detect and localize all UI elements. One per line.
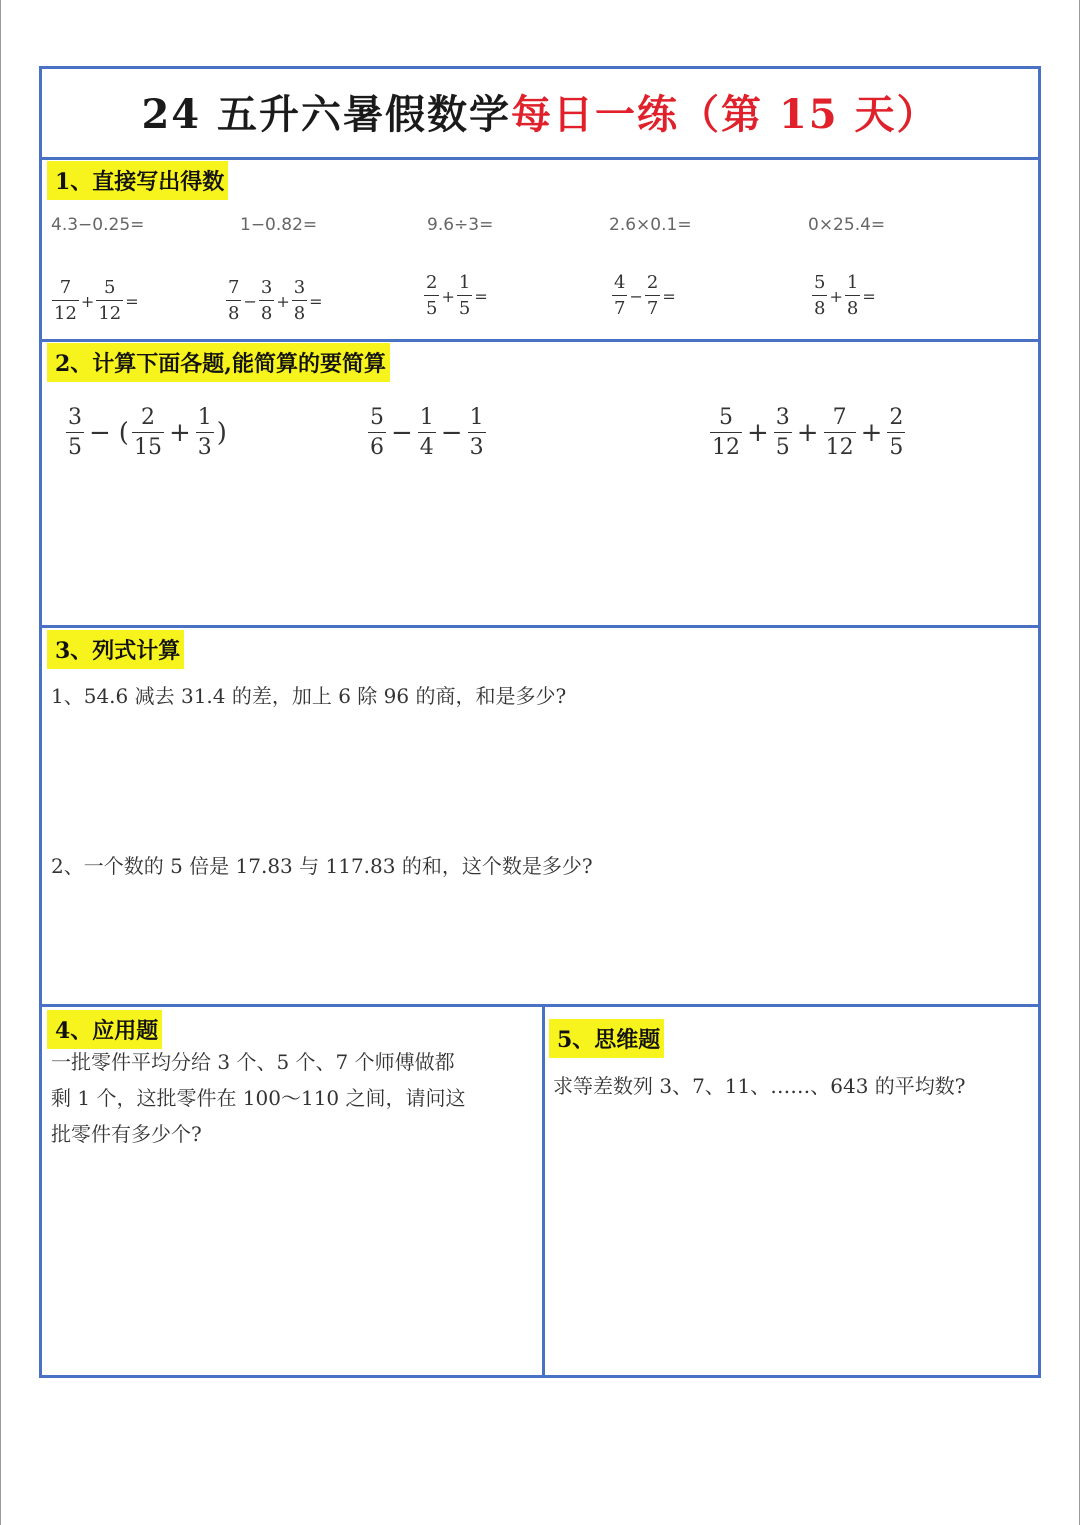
numerator: 5 bbox=[370, 405, 384, 430]
numerator: 1 bbox=[469, 405, 484, 430]
problem-line: 剩 1 个，这批零件在 100～110 之间，请问这 bbox=[51, 1086, 466, 1110]
section4-label: 4、应用题 bbox=[47, 1010, 162, 1049]
fraction bbox=[132, 407, 164, 459]
fraction-problem bbox=[226, 279, 325, 323]
denominator: 7 bbox=[645, 295, 660, 318]
operator: + bbox=[796, 418, 819, 448]
numerator: 2 bbox=[646, 272, 659, 293]
numerator: 5 bbox=[104, 277, 116, 298]
denominator: 8 bbox=[259, 300, 274, 323]
fraction bbox=[824, 407, 856, 459]
oral-problem: 4.3−0.25= bbox=[51, 215, 145, 235]
left-paren: ( bbox=[118, 418, 129, 448]
oral-problem: 1−0.82= bbox=[240, 215, 318, 235]
divider-section1 bbox=[42, 339, 1038, 342]
problem-line: 批零件有多少个? bbox=[51, 1122, 202, 1146]
fraction bbox=[612, 274, 627, 318]
denominator: 12 bbox=[824, 432, 856, 459]
numerator: 3 bbox=[68, 405, 82, 430]
thinking-problem: 求等差数列 3、7、11、……、643 的平均数? bbox=[553, 1074, 966, 1098]
numerator: 1 bbox=[458, 272, 471, 293]
operator: + bbox=[441, 286, 455, 306]
numerator: 5 bbox=[719, 405, 733, 430]
fraction bbox=[424, 274, 439, 318]
numerator: 2 bbox=[426, 272, 438, 293]
denominator: 6 bbox=[368, 432, 386, 459]
denominator: 5 bbox=[66, 432, 84, 459]
fraction-problem bbox=[424, 274, 490, 318]
section1-label: 1、直接写出得数 bbox=[47, 161, 228, 200]
fraction bbox=[774, 407, 792, 459]
worksheet-frame bbox=[39, 66, 1041, 1378]
denominator: 8 bbox=[845, 295, 860, 318]
fraction-problem bbox=[52, 279, 141, 323]
fraction bbox=[710, 407, 742, 459]
oral-problem: 9.6÷3= bbox=[427, 215, 494, 235]
problem-line: 一批零件平均分给 3 个、5 个、7 个师傅做都 bbox=[51, 1050, 455, 1074]
denominator: 3 bbox=[196, 432, 214, 459]
numerator: 1 bbox=[197, 405, 212, 430]
numerator: 3 bbox=[775, 405, 790, 430]
numerator: 2 bbox=[889, 405, 904, 430]
right-paren: ) bbox=[216, 418, 227, 448]
denominator: 15 bbox=[132, 432, 164, 459]
calc-problem-3 bbox=[710, 407, 905, 459]
operator: + bbox=[276, 291, 290, 311]
denominator: 7 bbox=[612, 295, 627, 318]
operator: + bbox=[168, 418, 191, 448]
numerator: 7 bbox=[228, 277, 240, 298]
denominator: 12 bbox=[52, 300, 79, 323]
fraction bbox=[645, 274, 660, 318]
fraction-problem bbox=[612, 274, 678, 318]
worksheet-title bbox=[42, 83, 1038, 140]
equals-sign: = bbox=[125, 291, 139, 311]
fraction bbox=[368, 407, 386, 459]
numerator: 5 bbox=[814, 272, 826, 293]
denominator: 5 bbox=[424, 295, 439, 318]
calc-problem-2 bbox=[368, 407, 486, 459]
denominator: 4 bbox=[418, 432, 436, 459]
fraction bbox=[196, 407, 214, 459]
fraction bbox=[468, 407, 486, 459]
fraction bbox=[226, 279, 241, 323]
denominator: 3 bbox=[468, 432, 486, 459]
fraction bbox=[845, 274, 860, 318]
denominator: 12 bbox=[710, 432, 742, 459]
oral-problem: 0×25.4= bbox=[808, 215, 886, 235]
fraction bbox=[418, 407, 436, 459]
title-day: 每日一练（第 15 天） bbox=[511, 91, 939, 138]
application-problem bbox=[51, 1044, 466, 1152]
numerator: 3 bbox=[260, 277, 273, 298]
fraction bbox=[812, 274, 827, 318]
denominator: 5 bbox=[774, 432, 792, 459]
operator: − bbox=[440, 418, 463, 448]
numerator: 7 bbox=[832, 405, 847, 430]
fraction-problem bbox=[812, 274, 878, 318]
fraction bbox=[887, 407, 905, 459]
denominator: 5 bbox=[457, 295, 472, 318]
divider-section3 bbox=[42, 1004, 1038, 1007]
section3-label: 3、列式计算 bbox=[47, 630, 184, 669]
word-problem-1: 1、54.6 减去 31.4 的差，加上 6 除 96 的商，和是多少? bbox=[51, 684, 567, 708]
equals-sign: = bbox=[662, 286, 676, 306]
denominator: 8 bbox=[292, 300, 307, 323]
equals-sign: = bbox=[474, 286, 488, 306]
divider-section2 bbox=[42, 625, 1038, 628]
operator: + bbox=[80, 291, 95, 311]
fraction bbox=[96, 279, 123, 323]
numerator: 3 bbox=[293, 277, 306, 298]
section2-label: 2、计算下面各题,能简算的要简算 bbox=[47, 343, 390, 382]
fraction bbox=[259, 279, 274, 323]
operator: + bbox=[860, 418, 883, 448]
denominator: 8 bbox=[812, 295, 827, 318]
fraction bbox=[457, 274, 472, 318]
operator: − bbox=[629, 286, 643, 306]
title-main: 24 五升六暑假数学 bbox=[141, 91, 512, 138]
fraction bbox=[292, 279, 307, 323]
fraction bbox=[66, 407, 84, 459]
fraction bbox=[52, 279, 79, 323]
operator: − bbox=[89, 418, 111, 448]
operator: − bbox=[391, 418, 413, 448]
numerator: 1 bbox=[419, 405, 434, 430]
oral-problem: 2.6×0.1= bbox=[609, 215, 692, 235]
section5-label: 5、思维题 bbox=[549, 1019, 664, 1058]
operator: + bbox=[747, 418, 769, 448]
divider-columns bbox=[542, 1007, 545, 1378]
numerator: 1 bbox=[846, 272, 859, 293]
numerator: 7 bbox=[59, 277, 72, 298]
word-problem-2: 2、一个数的 5 倍是 17.83 与 117.83 的和，这个数是多少? bbox=[51, 854, 593, 878]
page-edge-left bbox=[0, 0, 1, 1525]
equals-sign: = bbox=[862, 286, 876, 306]
calc-problem-1 bbox=[66, 407, 230, 459]
operator: + bbox=[829, 286, 843, 306]
numerator: 2 bbox=[140, 405, 155, 430]
divider-title bbox=[42, 157, 1038, 160]
denominator: 8 bbox=[226, 300, 241, 323]
numerator: 4 bbox=[614, 272, 626, 293]
operator: − bbox=[243, 291, 257, 311]
denominator: 12 bbox=[96, 300, 123, 323]
denominator: 5 bbox=[887, 432, 905, 459]
equals-sign: = bbox=[309, 291, 323, 311]
